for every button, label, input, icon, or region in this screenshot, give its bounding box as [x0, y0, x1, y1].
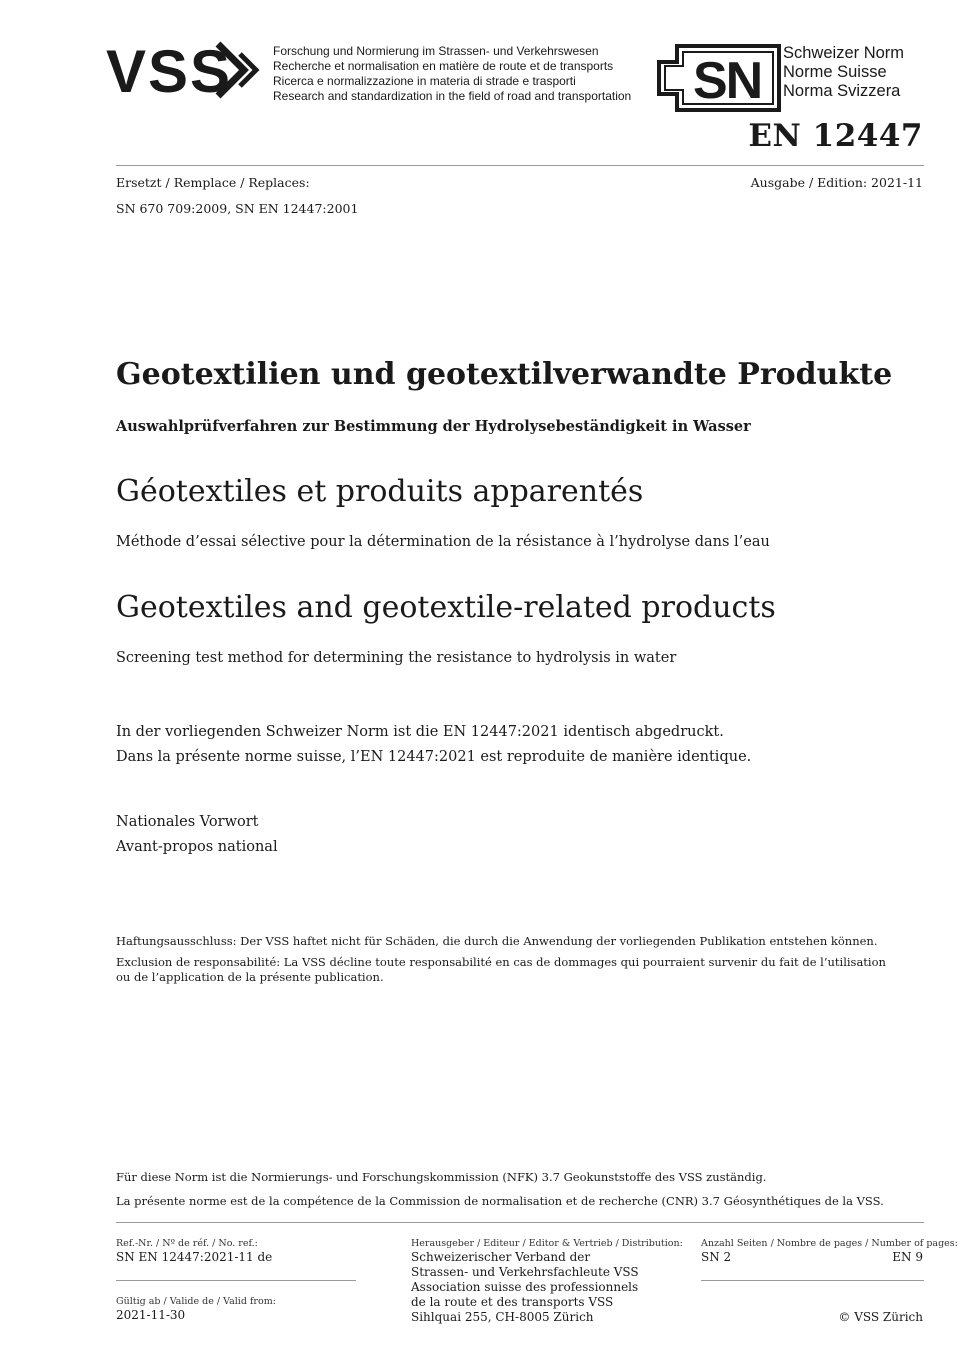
identity-note-de: In der vorliegenden Schweizer Norm ist die EN 12447:2021 identisch abgedruckt.: [116, 724, 724, 740]
replaces-label: Ersetzt / Remplace / Replaces:: [116, 175, 310, 190]
committee-fr: La présente norme est de la compétence de la Commission de normalisation et de recherche (CNR) 3.7 Géosynthétiques de la VSS.: [116, 1194, 884, 1208]
vss-logo-text: VSS: [106, 40, 233, 100]
disclaimer-fr-line1: Exclusion de responsabilité: La VSS décline toute responsabilité en cas de dommages qui pourraient survenir du fait de l’utilisation: [116, 955, 886, 969]
vss-logo: [106, 40, 266, 100]
footer-divider: [116, 1222, 924, 1223]
title-fr: Géotextiles et produits apparentés: [116, 474, 644, 509]
valid-label: Gültig ab / Valide de / Valid from:: [116, 1296, 276, 1307]
publisher-line: Schweizerischer Verband der: [411, 1250, 591, 1264]
title-en: Geotextiles and geotextile-related products: [116, 590, 776, 625]
subtitle-en: Screening test method for determining the resistance to hydrolysis in water: [116, 650, 677, 666]
vss-tagline: [273, 44, 631, 104]
copyright: © VSS Zürich: [838, 1310, 923, 1324]
ref-value: SN EN 12447:2021-11 de: [116, 1250, 273, 1264]
identity-note-fr: Dans la présente norme suisse, l’EN 12447:2021 est reproduite de manière identique.: [116, 749, 752, 765]
disclaimer-de: Haftungsausschluss: Der VSS haftet nicht für Schäden, die durch die Anwendung der vorliegenden Publikation entstehen können.: [116, 934, 878, 948]
publisher-line: Strassen- und Verkehrsfachleute VSS: [411, 1265, 639, 1279]
header-divider: [116, 165, 924, 166]
sn-logo-text: SN: [693, 52, 762, 110]
publisher-label: Herausgeber / Editeur / Editor & Vertrieb / Distribution:: [411, 1238, 683, 1249]
title-de: Geotextilien und geotextilverwandte Produkte: [116, 357, 893, 392]
publisher-line: de la route et des transports VSS: [411, 1295, 614, 1309]
subtitle-de: Auswahlprüfverfahren zur Bestimmung der Hydrolysebeständigkeit in Wasser: [116, 418, 751, 435]
pages-sn: SN 2: [701, 1250, 732, 1264]
publisher-line: Sihlquai 255, CH-8005 Zürich: [411, 1310, 594, 1324]
ref-divider: [116, 1280, 356, 1281]
disclaimer-fr-line2: ou de l’application de la présente publication.: [116, 970, 384, 984]
publisher-address: [411, 1250, 639, 1325]
pages-label: Anzahl Seiten / Nombre de pages / Number of pages:: [701, 1238, 958, 1249]
sn-norm-names: [783, 44, 904, 101]
replaces-value: SN 670 709:2009, SN EN 12447:2001: [116, 201, 359, 216]
sn-name-fr: Norme Suisse: [783, 63, 887, 81]
committee-de: Für diese Norm ist die Normierungs- und Forschungskommission (NFK) 3.7 Geokunststoffe des VSS zuständig.: [116, 1170, 767, 1184]
publisher-line: Association suisse des professionnels: [411, 1280, 639, 1294]
vss-tagline-fr: Recherche et normalisation en matière de route et de transports: [273, 59, 614, 73]
foreword-de: Nationales Vorwort: [116, 814, 259, 830]
vss-tagline-it: Ricerca e normalizzazione in materia di strade e trasporti: [273, 74, 576, 88]
valid-value: 2021-11-30: [116, 1308, 186, 1322]
subtitle-fr: Méthode d’essai sélective pour la détermination de la résistance à l’hydrolyse dans l’eau: [116, 534, 770, 550]
pages-divider: [701, 1280, 924, 1281]
ref-label: Ref.-Nr. / Nº de réf. / No. ref.:: [116, 1238, 258, 1249]
sn-name-it: Norma Svizzera: [783, 82, 901, 100]
vss-tagline-de: Forschung und Normierung im Strassen- und Verkehrswesen: [273, 44, 599, 58]
vss-tagline-en: Research and standardization in the field of road and transportation: [273, 89, 632, 103]
edition: Ausgabe / Edition: 2021-11: [750, 175, 923, 190]
pages-en: EN 9: [892, 1250, 923, 1264]
sn-swiss-cross-logo: [657, 44, 782, 112]
foreword-fr: Avant-propos national: [116, 839, 278, 855]
sn-name-de: Schweizer Norm: [783, 44, 905, 62]
standard-number: EN 12447: [748, 118, 923, 154]
